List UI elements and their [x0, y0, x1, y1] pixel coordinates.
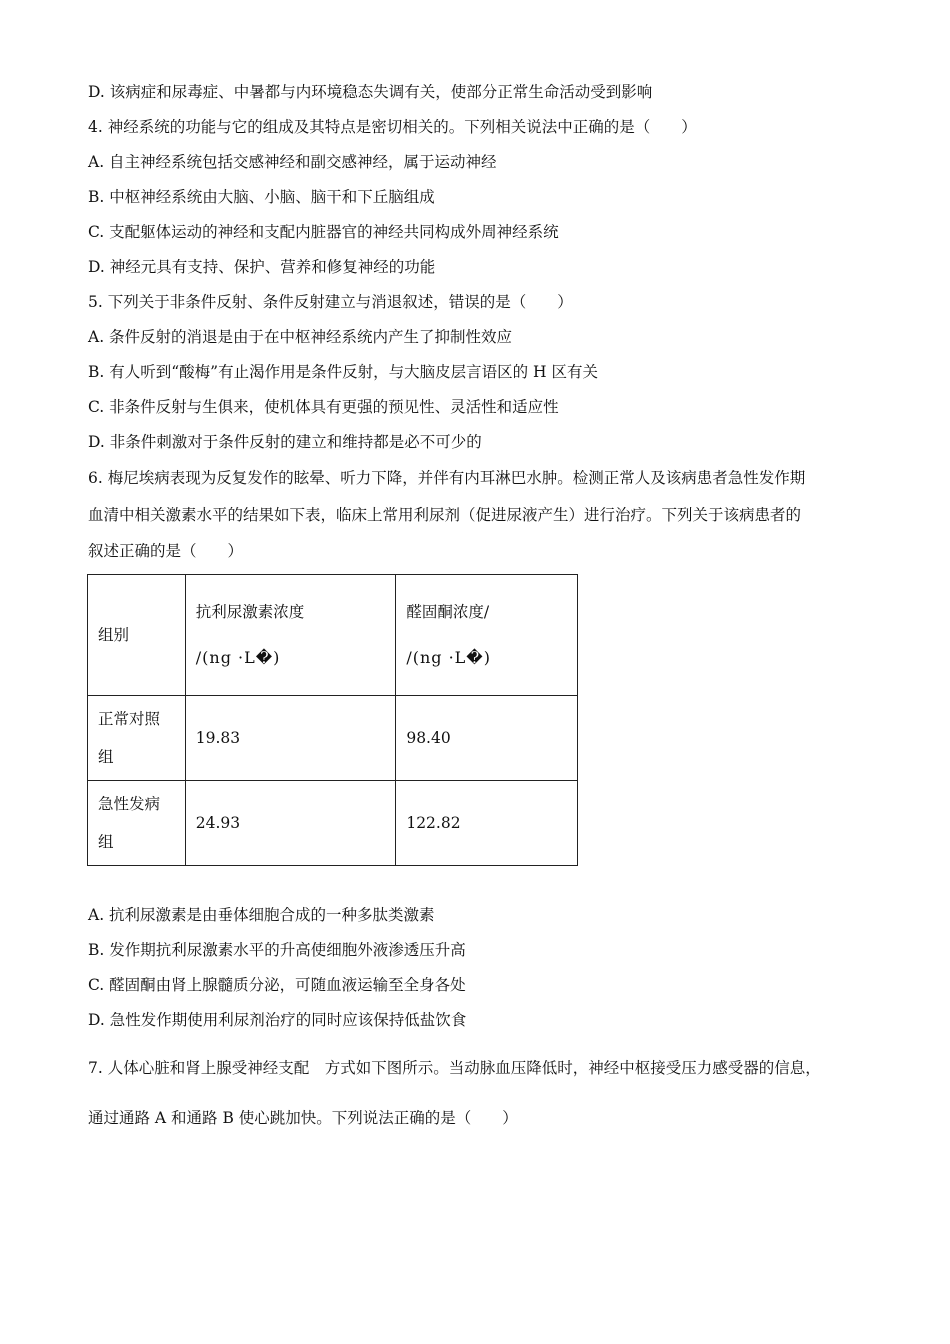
q7-stem-line-2: 通过通路 A 和通路 B 使心跳加快。下列说法正确的是（ ）	[88, 1109, 518, 1127]
row-group-line-1: 正常对照	[98, 710, 161, 728]
row-group	[88, 696, 186, 781]
header-adh	[185, 575, 396, 696]
q6-option-b: B. 发作期抗利尿激素水平的升高使细胞外液渗透压升高	[88, 941, 466, 959]
q5-option-c: C. 非条件反射与生俱来，使机体具有更强的预见性、灵活性和适应性	[88, 398, 559, 416]
q6-option-c: C. 醛固酮由肾上腺髓质分泌，可随血液运输至全身各处	[88, 976, 466, 994]
header-adh-label: 抗利尿激素浓度	[195, 603, 305, 621]
row-group-line-2: 组	[98, 748, 114, 766]
table-row	[88, 781, 578, 866]
row-ald-value: 122.82	[396, 781, 578, 866]
header-ald-unit: /(ng ·L�)	[406, 648, 491, 667]
table-row	[88, 696, 578, 781]
q6-stem-line-3: 叙述正确的是（ ）	[88, 542, 244, 560]
header-ald	[396, 575, 578, 696]
row-adh-value: 24.93	[185, 781, 396, 866]
q5-option-d: D. 非条件刺激对于条件反射的建立和维持都是必不可少的	[88, 433, 482, 451]
table-header-row	[88, 575, 578, 696]
q4-option-d: D. 神经元具有支持、保护、营养和修复神经的功能	[88, 258, 436, 276]
row-ald-value: 98.40	[396, 696, 578, 781]
row-group-line-2: 组	[98, 833, 114, 851]
q3-option-d: D. 该病症和尿毒症、中暑都与内环境稳态失调有关，使部分正常生命活动受到影响	[88, 83, 653, 101]
q6-option-a: A. 抗利尿激素是由垂体细胞合成的一种多肽类激素	[88, 906, 435, 924]
q5-option-a: A. 条件反射的消退是由于在中枢神经系统内产生了抑制性效应	[88, 328, 513, 346]
q4-option-b: B. 中枢神经系统由大脑、小脑、脑干和下丘脑组成	[88, 188, 435, 206]
row-group-line-1: 急性发病	[98, 795, 161, 813]
row-group	[88, 781, 186, 866]
q5-stem: 5. 下列关于非条件反射、条件反射建立与消退叙述，错误的是（ ）	[88, 293, 573, 311]
q6-stem-line-2: 血清中相关激素水平的结果如下表，临床上常用利尿剂（促进尿液产生）进行治疗。下列关于该病患者的	[88, 506, 802, 524]
q4-option-c: C. 支配躯体运动的神经和支配内脏器官的神经共同构成外周神经系统	[88, 223, 559, 241]
q6-option-d: D. 急性发作期使用利尿剂治疗的同时应该保持低盐饮食	[88, 1011, 467, 1029]
header-adh-unit: /(ng ·L�)	[195, 648, 281, 667]
header-ald-label: 醛固酮浓度/	[406, 603, 490, 621]
q7-stem-line-1: 7. 人体心脏和肾上腺受神经支配 方式如下图所示。当动脉血压降低时，神经中枢接受压力感受器的信息，	[88, 1059, 821, 1077]
q5-option-b: B. 有人听到“酸梅”有止渴作用是条件反射，与大脑皮层言语区的 H 区有关	[88, 363, 598, 381]
hormone-table	[87, 574, 578, 866]
q4-stem: 4. 神经系统的功能与它的组成及其特点是密切相关的。下列相关说法中正确的是（ ）	[88, 118, 697, 136]
header-group: 组别	[88, 575, 186, 696]
q4-option-a: A. 自主神经系统包括交感神经和副交感神经，属于运动神经	[88, 153, 497, 171]
q6-stem-line-1: 6. 梅尼埃病表现为反复发作的眩晕、听力下降，并伴有内耳淋巴水肿。检测正常人及该病患者急性发作期	[88, 469, 806, 487]
row-adh-value: 19.83	[185, 696, 396, 781]
